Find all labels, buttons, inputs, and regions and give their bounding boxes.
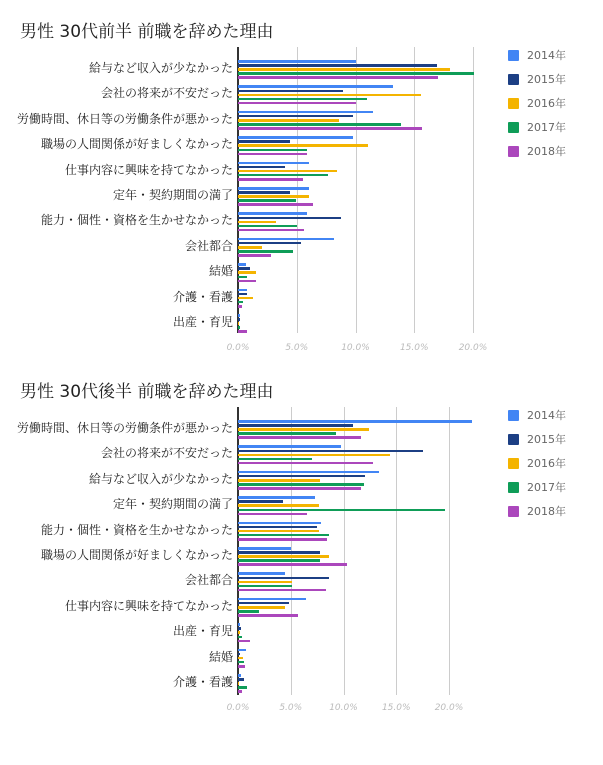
legend-item[interactable] <box>508 408 566 422</box>
bar-2014年[interactable] <box>238 496 315 499</box>
category-label: 労働時間、休日等の労働条件が悪かった <box>16 111 233 126</box>
legend-label: 2018年 <box>527 145 566 158</box>
tick-label: 10.0% <box>329 703 358 713</box>
bar-2018年[interactable] <box>238 589 326 592</box>
tick-label: 0.0% <box>226 343 250 353</box>
bar-2018年[interactable] <box>238 665 245 668</box>
bar-2015年[interactable] <box>238 678 244 681</box>
legend-label: 2014年 <box>527 49 566 62</box>
bar-2015年[interactable] <box>238 450 423 453</box>
bar-2016年[interactable] <box>238 555 329 558</box>
tick-label: 15.0% <box>381 703 411 713</box>
category-label: 会社の将来が不安だった <box>100 446 233 461</box>
category-label: 能力・個性・資格を生かせなかった <box>40 522 233 537</box>
legend-label: 2014年 <box>527 409 566 422</box>
tick-label: 10.0% <box>341 343 370 353</box>
bar-2016年[interactable] <box>238 479 320 482</box>
legend-label: 2015年 <box>527 73 566 86</box>
category-label: 職場の人間関係が好ましくなかった <box>40 137 233 152</box>
bar-2018年[interactable] <box>238 690 242 693</box>
category-label: 定年・契約期間の満了 <box>112 497 233 512</box>
legend-swatch-icon <box>508 410 519 421</box>
gridline <box>449 407 450 695</box>
bar-2014年[interactable] <box>238 420 472 423</box>
bar-2016年[interactable] <box>238 657 243 660</box>
bar-2015年[interactable] <box>238 500 283 503</box>
category-label: 会社都合 <box>184 238 233 253</box>
bar-2017年[interactable] <box>238 534 329 537</box>
bar-2018年[interactable] <box>238 436 361 439</box>
tick-label: 5.0% <box>279 703 303 713</box>
bar-2015年[interactable] <box>238 602 289 605</box>
legend-label: 2016年 <box>527 457 566 470</box>
category-label: 会社の将来が不安だった <box>100 86 233 101</box>
bar-2016年[interactable] <box>238 606 285 609</box>
category-label: 出産・育児 <box>172 315 233 329</box>
bar-2016年[interactable] <box>238 454 390 457</box>
tick-label: 5.0% <box>285 343 309 353</box>
tick-label: 20.0% <box>458 343 488 353</box>
bar-2015年[interactable] <box>238 526 317 529</box>
tick-label: 0.0% <box>226 703 250 713</box>
bar-2016年[interactable] <box>238 530 319 533</box>
bar-2017年[interactable] <box>238 458 312 461</box>
bar-2014年[interactable] <box>238 598 306 601</box>
legend-item[interactable] <box>508 456 566 470</box>
category-label: 介護・看護 <box>172 675 233 689</box>
bar-2018年[interactable] <box>238 538 327 541</box>
chart-title: 男性 30代後半 前職を辞めた理由 <box>20 382 274 402</box>
category-label: 介護・看護 <box>172 289 233 304</box>
category-label: 結婚 <box>208 264 233 279</box>
category-label: 結婚 <box>208 649 233 664</box>
bar-2014年[interactable] <box>238 674 241 677</box>
category-label: 仕事内容に興味を持てなかった <box>64 598 233 613</box>
bar-2014年[interactable] <box>238 522 321 525</box>
bar-2017年[interactable] <box>238 585 292 588</box>
bar-2018年[interactable] <box>238 640 250 643</box>
bar-2014年[interactable] <box>238 471 379 474</box>
legend-swatch-icon <box>508 458 519 469</box>
legend-item[interactable] <box>508 432 566 446</box>
tick-label: 15.0% <box>399 343 429 353</box>
legend-label: 2017年 <box>527 481 566 494</box>
bar-2015年[interactable] <box>238 653 240 656</box>
bar-2017年[interactable] <box>238 559 320 562</box>
bar-2014年[interactable] <box>238 445 341 448</box>
bar-2017年[interactable] <box>238 661 244 664</box>
legend-item[interactable] <box>508 480 566 494</box>
bar-2018年[interactable] <box>238 563 347 566</box>
bar-2014年[interactable] <box>238 572 285 575</box>
category-label: 職場の人間関係が好ましくなかった <box>40 548 233 562</box>
bar-2018年[interactable] <box>238 513 307 516</box>
bar-2016年[interactable] <box>238 428 369 431</box>
category-label: 労働時間、休日等の労働条件が悪かった <box>16 421 233 435</box>
category-label: 能力・個性・資格を生かせなかった <box>40 213 233 228</box>
bar-2014年[interactable] <box>238 623 240 626</box>
bar-2015年[interactable] <box>238 577 329 580</box>
bar-2017年[interactable] <box>238 636 242 639</box>
bar-2018年[interactable] <box>238 487 361 490</box>
bar-2015年[interactable] <box>238 475 365 478</box>
chart-title: 男性 30代前半 前職を辞めた理由 <box>20 22 274 42</box>
bar-2017年[interactable] <box>238 610 259 613</box>
bar-2014年[interactable] <box>238 649 246 652</box>
bar-2017年[interactable] <box>238 509 445 512</box>
legend-swatch-icon <box>508 482 519 493</box>
bar-2015年[interactable] <box>238 627 241 630</box>
bar-2017年[interactable] <box>238 686 247 689</box>
legend-item[interactable] <box>508 504 566 518</box>
legend-swatch-icon <box>508 434 519 445</box>
bar-2018年[interactable] <box>238 614 298 617</box>
category-label: 仕事内容に興味を持てなかった <box>64 162 233 177</box>
bar-2016年[interactable] <box>238 631 240 634</box>
tick-label: 20.0% <box>434 703 464 713</box>
bar-2014年[interactable] <box>238 547 291 550</box>
bar-2015年[interactable] <box>238 424 353 427</box>
legend-swatch-icon <box>508 506 519 517</box>
legend-label: 2015年 <box>527 433 566 446</box>
category-label: 出産・育児 <box>172 624 233 639</box>
legend-label: 2016年 <box>527 97 566 110</box>
bar-2016年[interactable] <box>238 581 292 584</box>
bar-2017年[interactable] <box>238 432 336 435</box>
legend-label: 2017年 <box>527 121 566 134</box>
category-label: 定年・契約期間の満了 <box>112 188 233 202</box>
plot-area <box>237 407 477 695</box>
legend-label: 2018年 <box>527 505 566 518</box>
category-label: 給与など収入が少なかった <box>88 471 233 486</box>
bar-2016年[interactable] <box>238 682 239 685</box>
category-label: 会社都合 <box>184 573 233 588</box>
bar-2015年[interactable] <box>238 551 320 554</box>
category-label: 給与など収入が少なかった <box>88 61 233 75</box>
bar-2017年[interactable] <box>238 483 364 486</box>
bar-2016年[interactable] <box>238 504 319 507</box>
bar-2018年[interactable] <box>238 462 373 465</box>
